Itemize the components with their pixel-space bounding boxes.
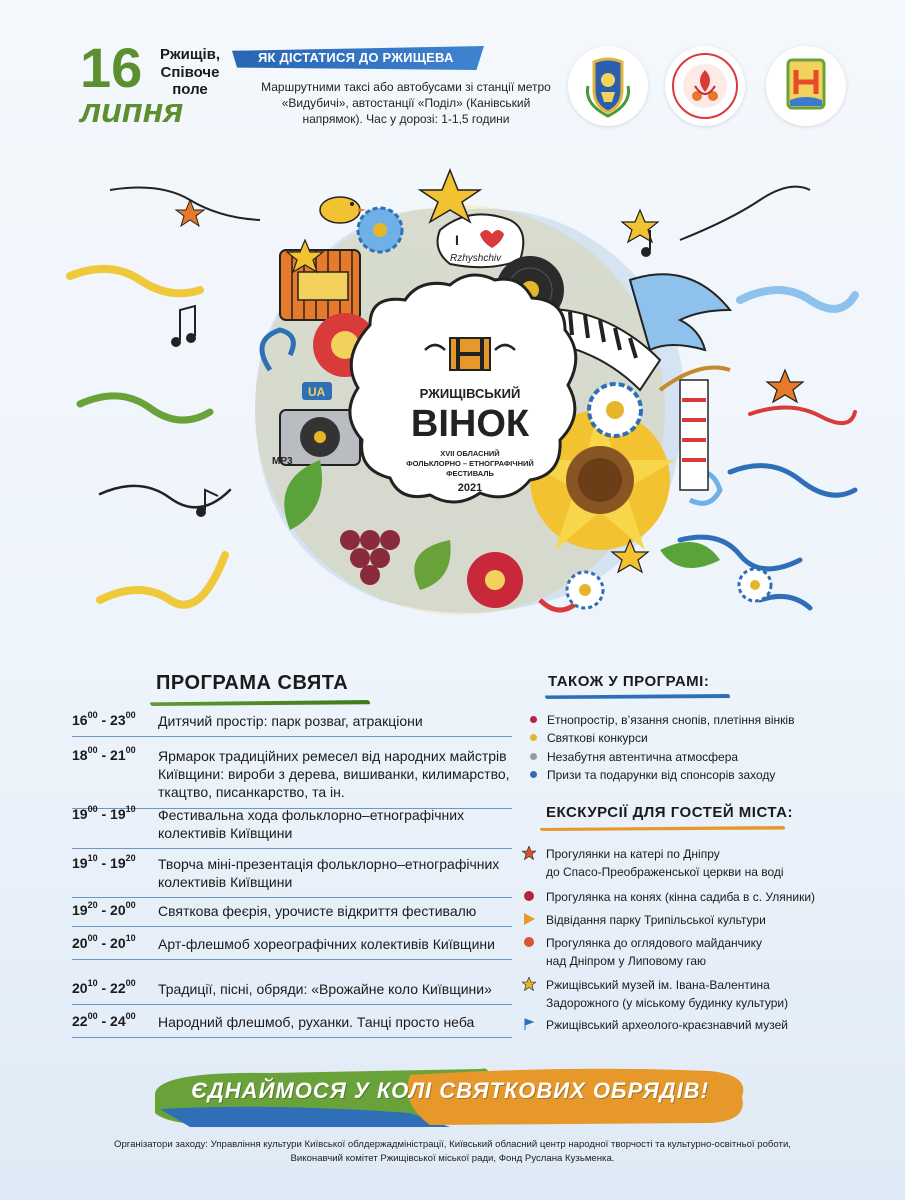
start-hour: 18 [72,747,88,763]
excursion-line: Задорожного (у міському будинку культури) [546,996,789,1010]
excursion-line: над Дніпром у Липовому гаю [546,954,706,968]
organizers-footer [70,1138,835,1166]
program-description: Арт-флешмоб хореографічних колективів Київщини [158,936,495,952]
excursion-text [546,845,784,881]
flag-icon [522,1017,536,1031]
svg-text:I: I [455,232,459,248]
end-minute: 10 [125,804,136,814]
slogan-text: ЄДНАЙМОСЯ У КОЛІ СВЯТКОВИХ ОБРЯДІВ! [191,1078,709,1103]
end-hour: 23 [110,712,126,728]
program-item [72,855,512,898]
program-item [72,806,512,849]
end-hour: 20 [110,935,126,951]
svg-text:Rzhyshchiv: Rzhyshchiv [450,253,502,264]
star-icon [176,200,204,226]
excursion-line: Прогулянка на конях (кінна садиба в с. Уляники) [546,890,816,904]
also-in-program-underline [545,694,730,699]
decor-wave-blue-right [740,290,855,309]
start-hour: 19 [72,855,88,871]
excursion-text [546,911,766,929]
end-minute: 00 [125,745,136,755]
leaf-icon [660,542,720,568]
circle-icon [522,935,536,949]
decor-wave-blue-right-2 [730,466,855,496]
triangle-icon [522,912,536,926]
end-hour: 21 [110,747,126,763]
end-minute: 20 [125,853,136,863]
decor-wave-yellow-left [70,269,200,293]
also-item-text: Святкові конкурси [547,731,648,745]
folk-art-center-emblem-icon [665,46,745,126]
program-description: Фестивальна хода фольклорно–етнографічних колективів Київщини [158,807,465,842]
program-title: ПРОГРАМА СВЯТА [156,672,349,694]
i-love-rzhyshchiv-sign [438,214,524,267]
excursion-line: до Спасо-Преображенської церкви на воді [546,865,784,879]
route-text: Маршрутними таксі або автобусами зі станції метро «Видубичі», автостанції «Поділ» (Канівський напрямок). Час у дорозі: 1-1,5 години [261,80,551,126]
start-minute: 00 [87,710,98,720]
organizers-line-1: Організатори заходу: Управління культури Київської облдержадміністрації, Київський обласний центр народної творчості та культурно-освітньої роботи, [114,1139,791,1150]
turntable-icon [272,410,360,467]
end-hour: 24 [110,1013,126,1029]
bullet-dot-icon [530,734,537,741]
festival-subtitle-2: ФОЛЬКЛОРНО – ЕТНОГРАФІЧНИЙ [406,459,534,468]
excursion-text [546,888,815,906]
program-item [72,935,512,960]
star-icon [767,370,803,402]
start-minute: 00 [87,745,98,755]
start-minute: 10 [87,978,98,988]
event-location: Ржищів, Співоче поле [159,46,221,99]
excursion-item [522,845,784,881]
rzhyshchiv-coat-of-arms-icon [766,46,846,126]
excursion-line: Прогулянка до оглядового майданчику [546,936,763,950]
organizers-line-2: Виконавчий комітет Ржищівської міської ради, Фонд Руслана Кузьменка. [290,1152,615,1164]
also-in-program-title: ТАКОЖ У ПРОГРАМІ: [548,673,710,690]
star-icon [522,846,536,860]
end-hour: 19 [110,806,126,822]
program-description: Святкова феєрія, урочисте відкриття фестивалю [158,903,477,919]
excursions-title-underline [540,826,785,831]
excursion-item [522,976,788,1012]
start-hour: 16 [72,712,88,728]
end-minute: 00 [125,1011,136,1021]
decor-wave-yellow-left-2 [100,555,225,605]
kyiv-oblast-coat-of-arms-icon [568,46,648,126]
excursion-text [546,934,762,970]
excursion-item [522,934,762,970]
also-item [530,750,738,764]
also-item-text: Етнопростір, в’язання снопів, плетіння вінків [547,713,795,727]
festival-small-title: РЖИЩІВСЬКИЙ [419,386,521,401]
start-hour: 19 [72,806,88,822]
festival-year: 2021 [457,482,483,494]
daisy-flower-icon [739,569,771,601]
daisy-flower-icon [567,572,603,608]
start-hour: 20 [72,980,88,996]
decor-wave-red-right [750,407,855,423]
svg-text:UA: UA [308,385,326,399]
start-hour: 22 [72,1013,88,1029]
program-time: $18^{00} - 21^{00}$ [72,745,136,763]
program-description: Народний флешмоб, руханки. Танці просто неба [158,1014,475,1030]
excursion-line: Ржищівський музей ім. Івана-Валентина [546,978,770,992]
program-time: $20^{10} - 22^{00}$ [72,978,136,996]
start-hour: 19 [72,902,88,918]
program-item [72,902,512,927]
start-hour: 20 [72,935,88,951]
excursion-item [522,888,815,906]
program-time: $16^{00} - 23^{00}$ [72,710,136,728]
festival-subtitle-3: ФЕСТИВАЛЬ [446,469,494,478]
date-day: 16 [80,36,143,99]
start-minute: 00 [87,933,98,943]
decor-wave-blue-right-4 [760,596,810,608]
embroidered-towel-icon [680,380,708,490]
accordion-icon [280,250,360,320]
also-item [530,768,775,782]
excursion-text [546,1016,788,1034]
bullet-dot-icon [530,771,537,778]
decor-wave-green-left [80,396,210,420]
excursion-line: Ржищівський археолого-краєзнавчий музей [546,1018,788,1032]
route-title: ЯК ДІСТАТИСЯ ДО РЖИЩЕВА [258,50,454,65]
start-minute: 10 [87,853,98,863]
program-item [72,712,512,737]
daisy-flower-icon [589,384,641,436]
program-description: Творча міні-презентація фольклорно–етнографічних колективів Київщини [158,856,500,891]
end-hour: 22 [110,980,126,996]
star-icon [622,210,658,242]
excursions-title: ЕКСКУРСІЇ ДЛЯ ГОСТЕЙ МІСТА: [546,804,793,821]
svg-text:MP3: MP3 [272,456,293,467]
end-minute: 00 [125,978,136,988]
program-description: Дитячий простір: парк розваг, атракціони [158,713,423,729]
daisy-flower-icon [358,208,402,252]
start-minute: 00 [87,804,98,814]
program-time: $19^{20} - 20^{00}$ [72,900,136,918]
also-item-text: Незабутня автентична атмосфера [547,750,739,764]
program-item [72,1013,512,1038]
program-description: Ярмарок традиційних ремесел від народних майстрів Київщини: вироби з дерева, вишиванки, килимарство, ткацтво, писанкарство, та ін. [158,748,510,801]
excursion-line: Відвідання парку Трипільської культури [546,913,766,927]
program-item [72,980,512,1005]
end-hour: 20 [110,902,126,918]
start-minute: 20 [87,900,98,910]
program-title-underline [150,700,370,706]
decor-line-black-right [680,187,810,240]
program-time: $22^{00} - 24^{00}$ [72,1011,136,1029]
also-item [530,713,794,727]
program-description: Традиції, пісні, обряди: «Врожайне коло Київщини» [158,981,492,997]
program-time: $19^{00} - 19^{10}$ [72,804,136,822]
end-minute: 00 [125,710,136,720]
bird-icon [320,197,366,223]
also-item-text: Призи та подарунки від спонсорів заходу [547,768,776,782]
bullet-dot-icon [530,753,537,760]
program-time: $20^{00} - 20^{10}$ [72,933,136,951]
excursion-item [522,911,766,929]
festival-emblem-illustration [40,160,865,635]
end-minute: 10 [125,933,136,943]
program-item [72,747,512,809]
ua-tag [302,382,332,400]
excursion-item [522,1016,788,1034]
program-time: $19^{10} - 19^{20}$ [72,853,136,871]
end-minute: 00 [125,900,136,910]
excursion-line: Прогулянки на катері по Дніпру [546,847,720,861]
end-hour: 19 [110,855,126,871]
also-item [530,731,648,745]
circle-icon [522,889,536,903]
festival-subtitle-1: XVII ОБЛАСНИЙ [440,449,500,458]
date-month: липня [80,92,184,130]
excursion-text [546,976,788,1012]
bullet-dot-icon [530,716,537,723]
festival-big-title: ВІНОК [410,403,530,445]
star-icon [522,977,536,991]
decor-wave-black-left [100,486,230,507]
start-minute: 00 [87,1011,98,1021]
